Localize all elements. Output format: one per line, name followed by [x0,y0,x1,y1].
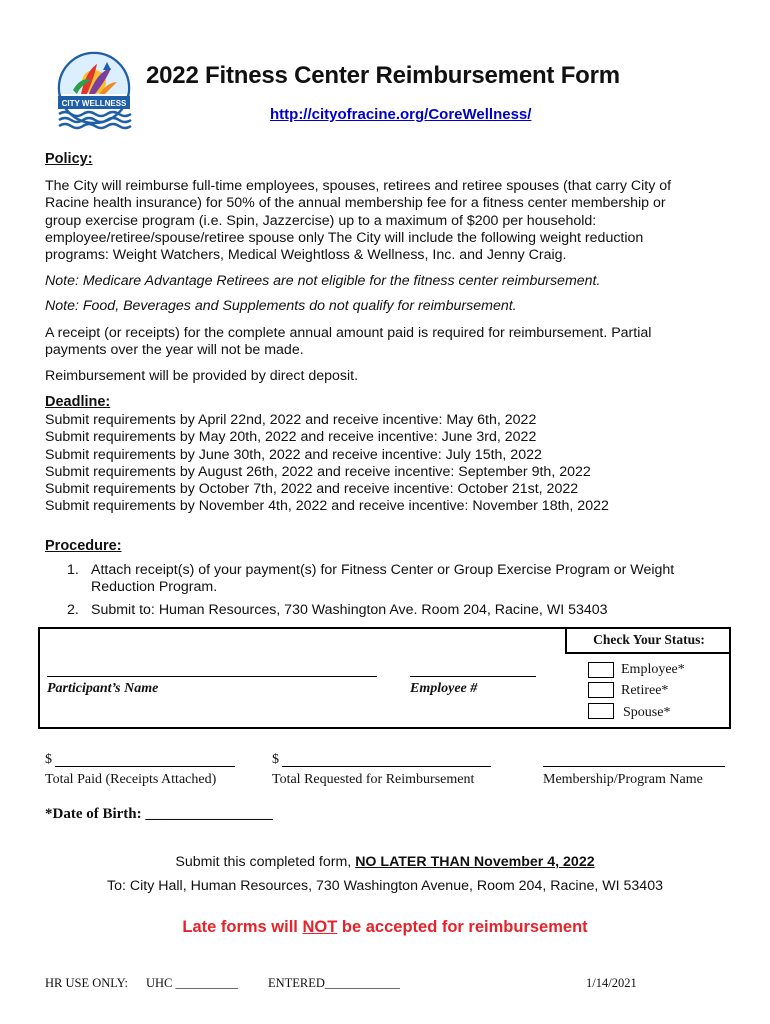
submit-deadline-emphasis: NO LATER THAN November 4, 2022 [355,854,595,870]
late-prefix: Late forms will [182,918,303,936]
step-text: Attach receipt(s) of your payment(s) for Fitness Center or Group Exercise Program or Weight [91,562,675,578]
procedure-step-2 [67,602,674,619]
membership-name-label: Membership/Program Name [543,772,703,787]
form-date: 1/14/2021 [586,976,637,990]
deadline-item: Submit requirements by April 22nd, 2022 and receive incentive: May 6th, 2022 [45,412,537,428]
policy-line: group exercise program (i.e. Spin, Jazzercise) up to a maximum of $200 per household: [45,212,597,229]
policy-line: employee/retiree/spouse/retiree spouse only The City will include the following weight reduction [45,229,644,246]
check-status-header: Check Your Status: [565,627,731,654]
direct-deposit-note: Reimbursement will be provided by direct deposit. [45,368,359,384]
procedure-list [67,562,674,619]
employee-option-label: Employee* [621,662,685,677]
submit-prefix: Submit this completed form, [175,854,356,870]
step-number: 1. [67,562,79,578]
dollar-sign: $ [45,752,52,767]
procedure-step-1 [67,562,674,597]
receipt-line: payments over the year will not be made. [45,342,304,359]
deadline-item: Submit requirements by October 7th, 2022 and receive incentive: October 21st, 2022 [45,481,579,498]
deadline-item: Submit requirements by August 26th, 2022 and receive incentive: September 9th, 2022 [45,463,591,480]
total-paid-field[interactable] [55,766,235,767]
policy-heading: Policy: [45,151,93,167]
policy-line: The City will reimburse full-time employees, spouses, retirees and retiree spouses (that carry City of [45,178,672,194]
membership-name-field[interactable] [543,766,725,767]
policy-paragraph [45,178,735,264]
participant-name-field[interactable] [47,676,377,677]
uhc-field: UHC __________ [146,976,239,990]
late-forms-warning [0,918,770,937]
employee-number-label: Employee # [410,681,478,696]
submit-deadline-line [0,854,770,870]
page-title: 2022 Fitness Center Reimbursement Form [146,62,620,89]
employee-number-field[interactable] [410,676,536,677]
note-food: Note: Food, Beverages and Supplements do not qualify for reimbursement. [45,298,517,314]
logo-text: CITY WELLNESS [61,99,127,108]
entered-field: ENTERED____________ [268,976,400,990]
deadline-item: Submit requirements by June 30th, 2022 and receive incentive: July 15th, 2022 [45,446,542,463]
late-suffix: be accepted for reimbursement [337,918,588,936]
participant-name-label: Participant’s Name [47,681,159,696]
logo-graphic [51,50,137,130]
dob-field[interactable]: _________________ [145,806,273,822]
step-text: Submit to: Human Resources, 730 Washington Ave. Room 204, Racine, WI 53403 [91,601,608,618]
deadline-heading: Deadline: [45,394,111,410]
late-not-emphasis: NOT [302,918,338,936]
employee-checkbox[interactable] [588,662,614,678]
spouse-option-label: Spouse* [623,705,671,720]
deadline-item: Submit requirements by November 4th, 2022 and receive incentive: November 18th, 2022 [45,498,609,515]
total-requested-label: Total Requested for Reimbursement [272,772,475,787]
step-text: Reduction Program. [91,579,218,596]
policy-line: programs: Weight Watchers, Medical Weightloss & Wellness, Inc. and Jenny Craig. [45,247,567,264]
city-wellness-logo [51,50,137,130]
retiree-checkbox[interactable] [588,682,614,698]
step-number: 2. [67,601,79,618]
receipt-line: A receipt (or receipts) for the complete annual amount paid is required for reimbursement. Partial [45,325,652,341]
note-medicare: Note: Medicare Advantage Retirees are not eligible for the fitness center reimbursement. [45,273,601,289]
total-requested-field[interactable] [282,766,491,767]
retiree-option-label: Retiree* [621,683,669,698]
spouse-checkbox[interactable] [588,703,614,719]
hr-use-only-label: HR USE ONLY: [45,976,129,990]
receipt-paragraph [45,325,651,360]
wellness-link[interactable]: http://cityofracine.org/CoreWellness/ [270,106,532,123]
dollar-sign: $ [272,752,279,767]
deadline-item: Submit requirements by May 20th, 2022 and receive incentive: June 3rd, 2022 [45,429,537,446]
submit-address-line: To: City Hall, Human Resources, 730 Washington Avenue, Room 204, Racine, WI 53403 [107,878,663,894]
date-of-birth-row [45,806,273,823]
procedure-heading: Procedure: [45,538,122,554]
deadline-list [45,412,609,516]
total-paid-label: Total Paid (Receipts Attached) [45,772,217,787]
dob-label: *Date of Birth: [45,806,146,822]
policy-line: Racine health insurance) for 50% of the annual membership fee for a fitness center membership or [45,195,666,212]
